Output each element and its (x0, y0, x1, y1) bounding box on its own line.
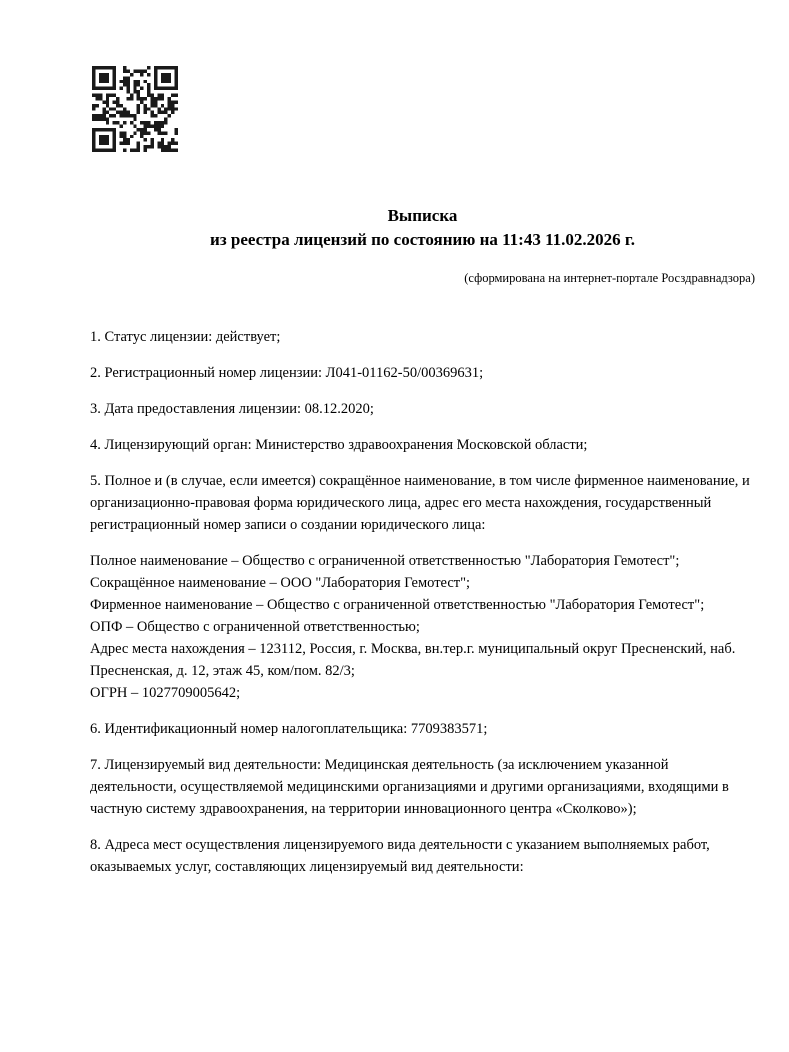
org-ogrn: ОГРН – 1027709005642; (90, 685, 241, 701)
org-brand-name: Фирменное наименование – Общество с ограниченной ответственностью "Лаборатория Гемотест"; (90, 597, 705, 613)
item-inn: 6. Идентификационный номер налогоплательщика: 7709383571; (90, 721, 488, 737)
item-licensed-activity: 7. Лицензируемый вид деятельности: Медицинская деятельность (за исключением указанной деятельности, осуществляемой медицинскими организациями и другими организациями, входящими в частную систему здравоохранения, на территории инновационного центра «Сколково»); (90, 757, 729, 817)
document-title (90, 204, 755, 252)
document-title-line1: Выписка (387, 206, 458, 225)
document-title-line2: из реестра лицензий по состоянию на 11:43 11.02.2026 г. (210, 230, 635, 249)
org-address: Адрес места нахождения – 123112, Россия, г. Москва, вн.тер.г. муниципальный округ Пресненский, наб. Пресненская, д. 12, этаж 45, ком/пом. 82/3; (90, 641, 736, 679)
org-full-name: Полное наименование – Общество с ограниченной ответственностью "Лаборатория Гемотест"; (90, 553, 680, 569)
item-org-intro: 5. Полное и (в случае, если имеется) сокращённое наименование, в том числе фирменное наименование, и организационно-правовая форма юридического лица, адрес его места нахождения, государственный регистрационный номер записи о создании юридического лица: (90, 473, 750, 533)
org-short-name: Сокращённое наименование – ООО "Лаборатория Гемотест"; (90, 575, 471, 591)
item-grant-date: 3. Дата предоставления лицензии: 08.12.2020; (90, 401, 374, 417)
org-details-block (90, 550, 755, 704)
item-registration-number: 2. Регистрационный номер лицензии: Л041-01162-50/00369631; (90, 365, 484, 381)
org-legal-form: ОПФ – Общество с ограниченной ответственностью; (90, 619, 420, 635)
formed-note: (сформирована на интернет-портале Росздравнадзора) (464, 271, 755, 285)
item-licensing-authority: 4. Лицензирующий орган: Министерство здравоохранения Московской области; (90, 437, 588, 453)
qr-code-icon (92, 66, 178, 152)
item-addresses-intro: 8. Адреса мест осуществления лицензируемого вида деятельности с указанием выполняемых работ, оказываемых услуг, составляющих лицензируемый вид деятельности: (90, 837, 710, 875)
item-license-status: 1. Статус лицензии: действует; (90, 329, 281, 345)
